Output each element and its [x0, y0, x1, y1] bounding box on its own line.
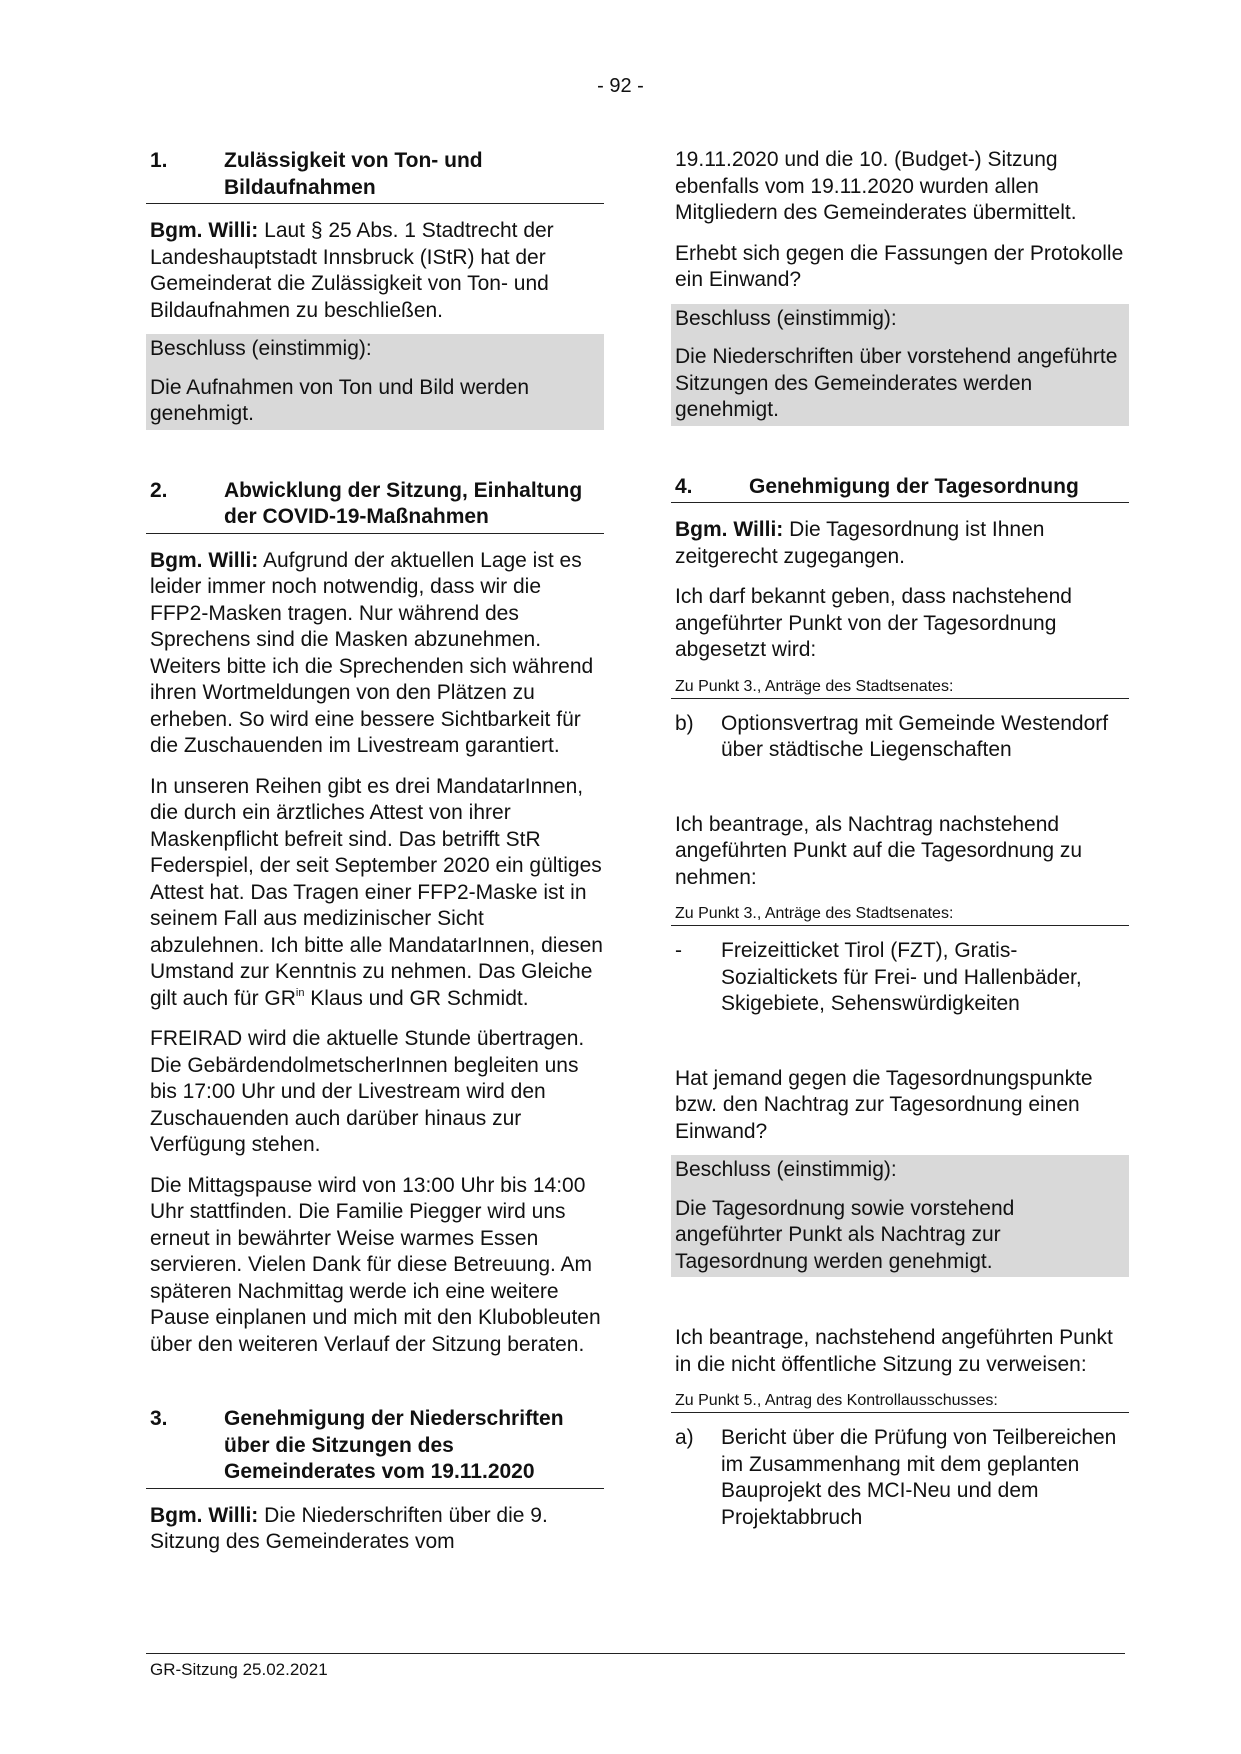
- section-3-decision-label: Beschluss (einstimmig):: [671, 304, 1129, 337]
- section-4-title: Genehmigung der Tagesordnung: [749, 474, 1079, 498]
- speaker: Bgm. Willi:: [150, 548, 259, 572]
- paragraph-text: Klaus und GR Schmidt.: [304, 986, 529, 1010]
- paragraph-text: In unseren Reihen gibt es drei MandatarInnen, die durch ein ärztliches Attest von ihrer Maskenpflicht befreit sind. Das betrifft StR Federspiel, der seit September 2020 ein gültiges Attest hat. Das Tragen einer FFP2-Maske ist in seinem Fall aus medizinischer Sicht abzulehnen. Ich bitte alle MandatarInnen, diesen Umstand zur Kenntnis zu nehmen. Das Gleiche gilt auch für GR: [150, 774, 603, 1010]
- section-1-title: Zulässigkeit von Ton- und Bildaufnahmen: [224, 149, 483, 199]
- statement-text: Die Tagesordnung ist Ihnen zeitgerecht zugegangen.: [675, 518, 1045, 568]
- list-marker: b): [675, 711, 694, 735]
- section-4-heading: [671, 474, 1129, 504]
- footer: GR-Sitzung 25.02.2021: [150, 1660, 328, 1679]
- statement-text: Die Niederschriften über die 9. Sitzung des Gemeinderates vom: [150, 1503, 548, 1553]
- section-3-question: Erhebt sich gegen die Fassungen der Protokolle ein Einwand?: [675, 241, 1124, 291]
- list-text: Bericht über die Prüfung von Teilbereichen im Zusammenhang mit dem geplanten Bauprojekt des MCI-Neu und dem Projektabbruch: [721, 1426, 1117, 1529]
- section-2-paragraph-3: FREIRAD wird die aktuelle Stunde übertragen. Die GebärdendolmetscherInnen begleiten uns bis 17:00 Uhr und der Livestream wird den Zuschauenden auch darüber hinaus zur Verfügung stehen.: [150, 1027, 585, 1156]
- section-2-statement: [146, 548, 604, 760]
- section-4-reference-3: Zu Punkt 5., Antrag des Kontrollausschusses:: [671, 1392, 1129, 1413]
- section-4-paragraph-3: Ich beantrage, als Nachtrag nachstehend angeführten Punkt auf die Tagesordnung zu nehmen:: [675, 812, 1083, 889]
- section-4-reference-2: Zu Punkt 3., Anträge des Stadtsenates:: [671, 905, 1129, 926]
- section-1-decision-text: Die Aufnahmen von Ton und Bild werden genehmigt.: [146, 367, 604, 430]
- section-2-number: 2.: [150, 478, 168, 502]
- section-1-statement: [146, 218, 604, 324]
- list-text: Freizeitticket Tirol (FZT), Gratis-Sozialtickets für Frei- und Hallenbäder, Skigebiete, Sehenswürdigkeiten: [721, 939, 1082, 1015]
- list-item: [671, 1425, 1129, 1531]
- section-4-reference-1: Zu Punkt 3., Anträge des Stadtsenates:: [671, 678, 1129, 699]
- section-1-decision-label: Beschluss (einstimmig):: [146, 334, 604, 367]
- section-2-paragraph-4: Die Mittagspause wird von 13:00 Uhr bis 14:00 Uhr stattfinden. Die Familie Piegger wird uns erneut in bewährter Weise warmes Essen servieren. Vielen Dank für diese Betreuung. Am späteren Nachmittag werde ich eine weitere Pause einplanen und mich mit den Klubobleuten über den weiteren Verlauf der Sitzung beraten.: [150, 1173, 601, 1356]
- statement-text: Laut § 25 Abs. 1 Stadtrecht der Landeshauptstadt Innsbruck (IStR) hat der Gemeinderat die Zulässigkeit von Ton- und Bildaufnahmen zu beschließen.: [150, 219, 554, 322]
- list-marker: a): [675, 1426, 694, 1449]
- page-number: - 92 -: [597, 75, 644, 97]
- section-3-decision-text: Die Niederschriften über vorstehend angeführte Sitzungen des Gemeinderates werden genehmigt.: [671, 336, 1129, 426]
- section-3-title: Genehmigung der Niederschriften über die Sitzungen des Gemeinderates vom 19.11.2020: [224, 1407, 564, 1483]
- list-marker: -: [675, 939, 682, 962]
- right-column: [671, 147, 1129, 1531]
- left-column: [146, 148, 604, 1556]
- section-4-decision-text: Die Tagesordnung sowie vorstehend angeführter Punkt als Nachtrag zur Tagesordnung werden genehmigt.: [671, 1188, 1129, 1278]
- section-4-paragraph-4: Hat jemand gegen die Tagesordnungspunkte bzw. den Nachtrag zur Tagesordnung einen Einwand?: [675, 1066, 1093, 1143]
- section-4-decision-label: Beschluss (einstimmig):: [671, 1155, 1129, 1188]
- section-4-paragraph-2: Ich darf bekannt geben, dass nachstehend angeführter Punkt von der Tagesordnung abgesetzt wird:: [675, 585, 1072, 661]
- speaker: Bgm. Willi:: [150, 219, 259, 242]
- superscript: in: [295, 986, 305, 999]
- section-4-paragraph-5: Ich beantrage, nachstehend angeführten Punkt in die nicht öffentliche Sitzung zu verweisen:: [675, 1326, 1113, 1376]
- section-2-title: Abwicklung der Sitzung, Einhaltung der COVID-19-Maßnahmen: [224, 478, 583, 528]
- section-1-number: 1.: [150, 149, 168, 172]
- footer-rule: [146, 1653, 1125, 1654]
- section-2-paragraph-2: [146, 774, 604, 1013]
- section-2-heading: [146, 478, 604, 534]
- section-3-statement: [146, 1503, 604, 1556]
- section-1-heading: [146, 148, 604, 204]
- section-4-statement: [671, 517, 1129, 570]
- speaker: Bgm. Willi:: [675, 518, 784, 541]
- list-item: [671, 711, 1129, 764]
- section-4-number: 4.: [675, 474, 693, 498]
- section-3-number: 3.: [150, 1407, 168, 1430]
- section-3-statement-continued: 19.11.2020 und die 10. (Budget-) Sitzung ebenfalls vom 19.11.2020 wurden allen Mitgliedern des Gemeinderates übermittelt.: [675, 148, 1077, 224]
- statement-text: Aufgrund der aktuellen Lage ist es leider immer noch notwendig, dass wir die FFP2-Masken tragen. Nur während des Sprechens sind die Masken abzunehmen. Weiters bitte ich die Sprechenden sich während ihren Wortmeldungen von den Plätzen zu erheben. So wird eine bessere Sichtbarkeit für die Zuschauenden im Livestream garantiert.: [150, 548, 594, 757]
- list-item: [671, 938, 1129, 1018]
- section-3-heading: [146, 1406, 604, 1489]
- speaker: Bgm. Willi:: [150, 1503, 259, 1527]
- list-text: Optionsvertrag mit Gemeinde Westendorf über städtische Liegenschaften: [721, 711, 1109, 761]
